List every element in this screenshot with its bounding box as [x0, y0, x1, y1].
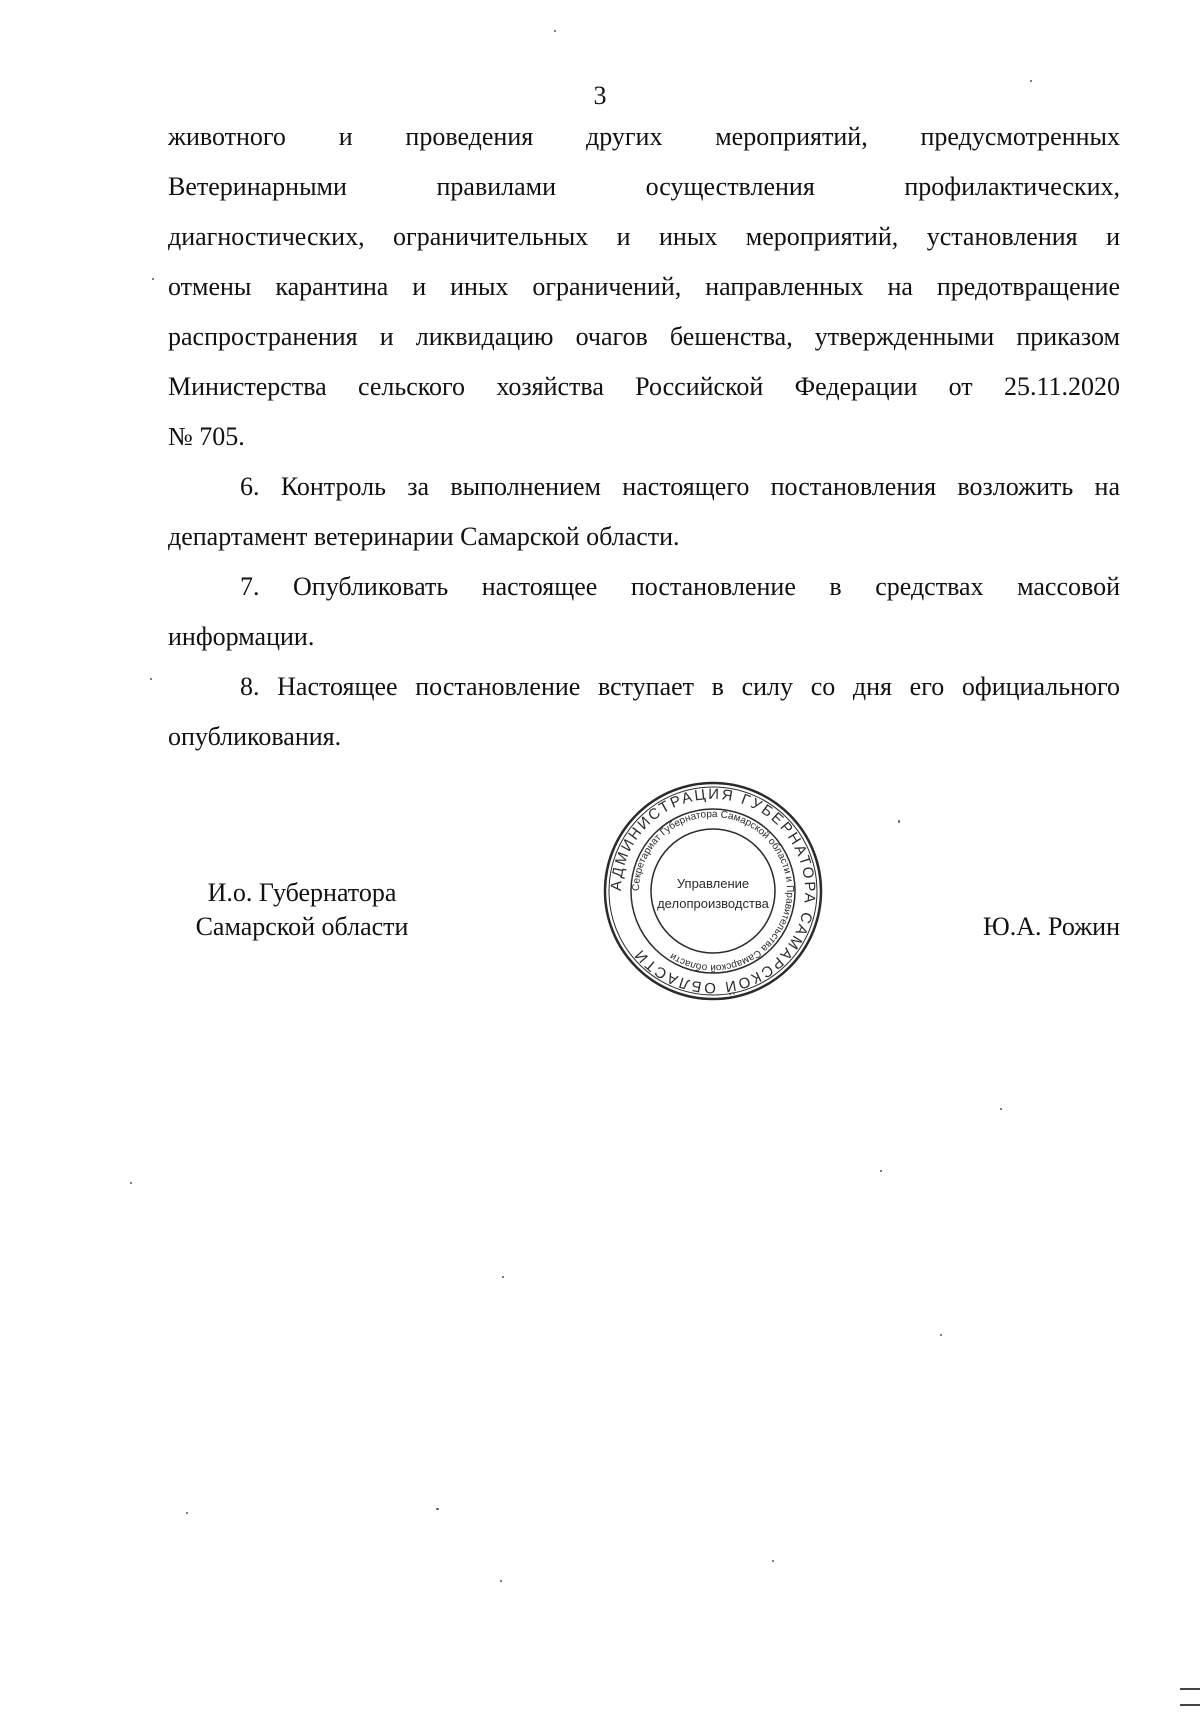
scan-speck: [772, 1560, 774, 1562]
scan-speck: [1000, 1108, 1002, 1110]
paragraph-8-line: 8. Настоящее постановление вступает в силу со дня его официального: [240, 672, 1120, 701]
body-line: распространения и ликвидацию очагов бешенства, утвержденными приказом: [168, 322, 1120, 351]
scan-speck: [898, 820, 900, 823]
scan-speck: [186, 1512, 188, 1514]
signatory-name: Ю.А. Рожин: [983, 912, 1120, 941]
page-number: 3: [593, 81, 607, 110]
scan-speck: [150, 678, 152, 680]
body-line: Министерства сельского хозяйства Российской Федерации от 25.11.2020: [168, 372, 1120, 401]
scan-speck: [940, 1334, 942, 1336]
signatory-title: [172, 876, 432, 944]
scan-speck: [502, 1276, 504, 1278]
body-line: диагностических, ограничительных и иных мероприятий, установления и: [168, 222, 1120, 251]
paragraph-6-line: департамент ветеринарии Самарской области.: [168, 522, 680, 551]
scan-edge-mark: [1180, 1688, 1200, 1706]
body-line: Ветеринарными правилами осуществления профилактических,: [168, 172, 1120, 201]
scan-speck: [436, 1508, 439, 1510]
seal-center-line: делопроизводства: [657, 896, 769, 911]
official-seal: [600, 778, 826, 1004]
paragraph-7-line: информации.: [168, 622, 315, 651]
scan-speck: [554, 30, 556, 32]
paragraph-6-line: 6. Контроль за выполнением настоящего постановления возложить на: [240, 472, 1120, 501]
paragraph-7-line: 7. Опубликовать настоящее постановление в средствах массовой: [240, 572, 1120, 601]
document-body: [168, 112, 1120, 762]
seal-outer-text: АДМИНИСТРАЦИЯ ГУБЕРНАТОРА САМАРСКОЙ ОБЛАСТИ: [607, 785, 819, 997]
paragraph-8-line: опубликования.: [168, 722, 342, 751]
body-line: № 705.: [168, 422, 245, 451]
scan-speck: [500, 1580, 502, 1582]
scan-speck: [1030, 80, 1032, 82]
scan-speck: [880, 1170, 882, 1172]
body-line: животного и проведения других мероприятий, предусмотренных: [168, 122, 1120, 151]
scan-speck: [130, 1182, 132, 1184]
seal-center-line: Управление: [676, 876, 750, 891]
body-line: отмены карантина и иных ограничений, направленных на предотвращение: [168, 272, 1120, 301]
signatory-title-line: Самарской области: [195, 912, 409, 941]
scan-speck: [152, 278, 154, 280]
seal-inner-text: Секретариат Губернатора Самарской области и Правительства Самарской области: [630, 808, 796, 974]
signatory-title-line: И.о. Губернатора: [207, 878, 397, 907]
